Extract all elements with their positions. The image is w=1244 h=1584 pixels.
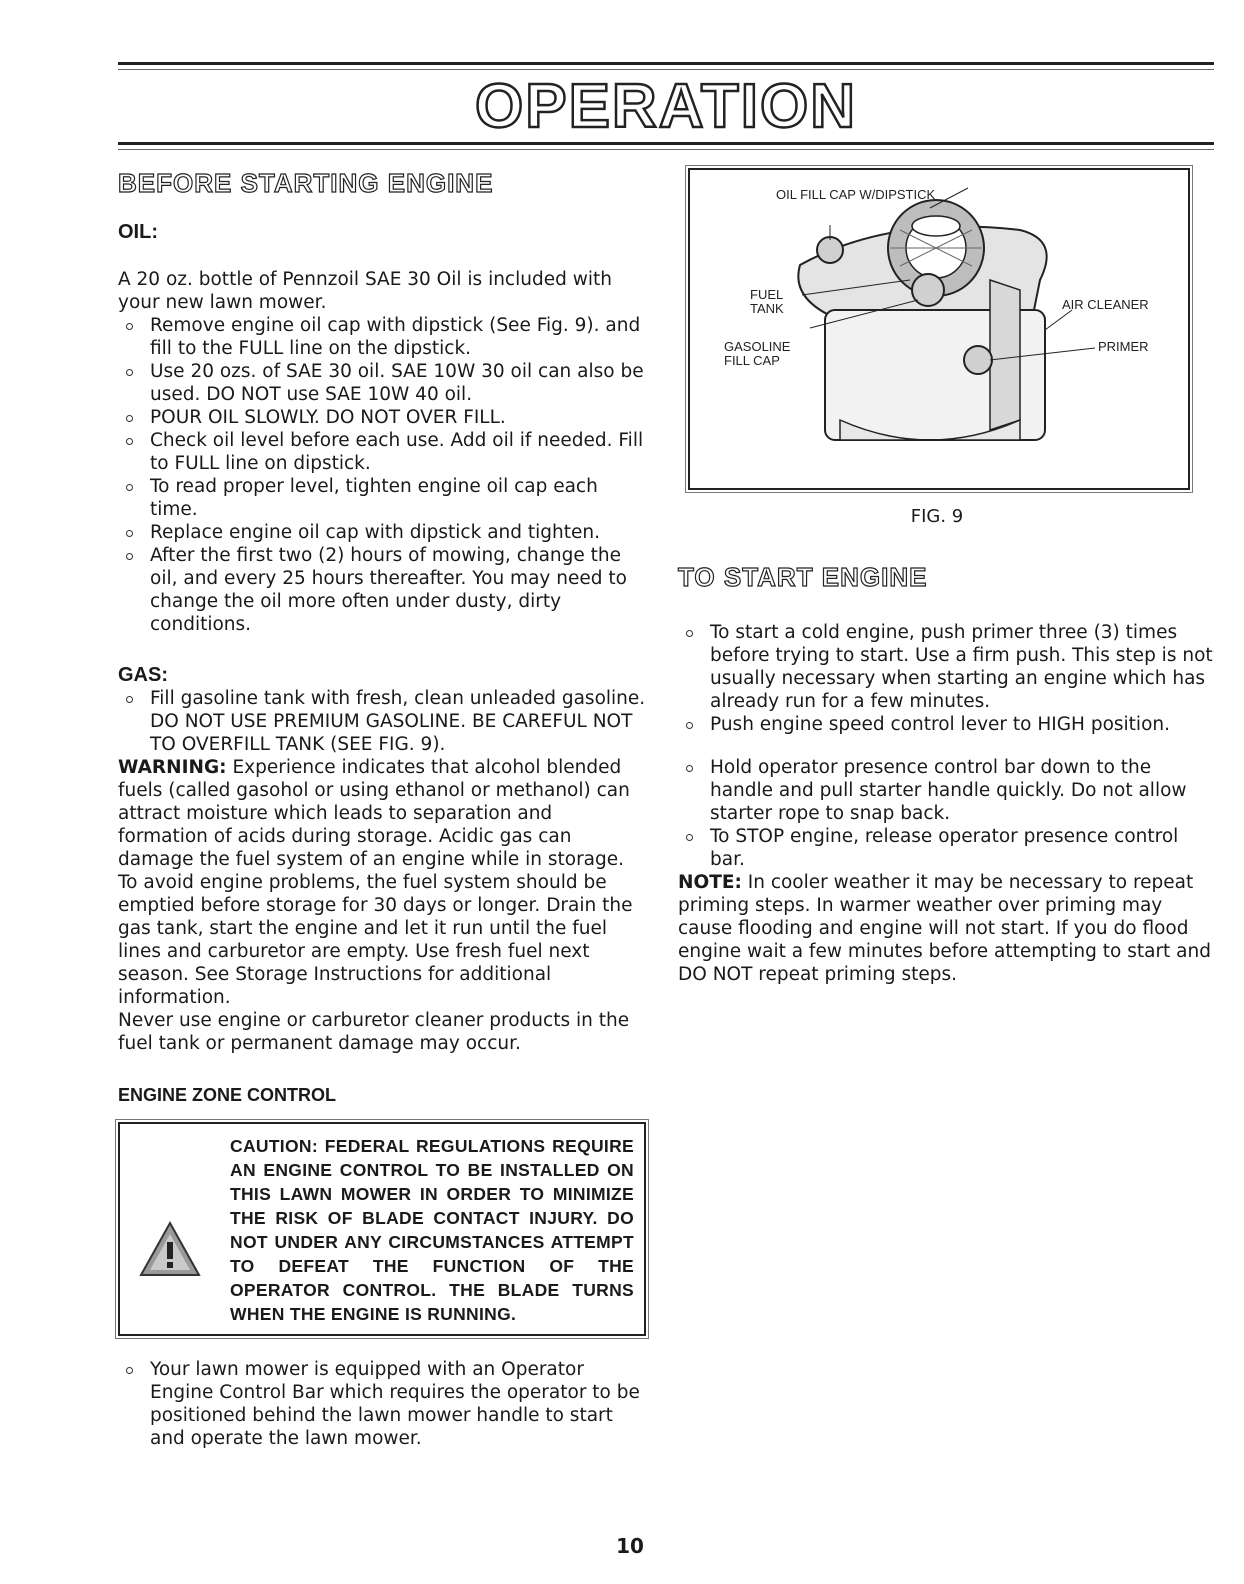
oil-bullet: Use 20 ozs. of SAE 30 oil. SAE 10W 30 oil can also be used. DO NOT use SAE 10W 40 oil.: [118, 360, 646, 406]
caution-text: CAUTION: FEDERAL REGULATIONS REQUIRE AN ENGINE CONTROL TO BE INSTALLED ON THIS LAWN MOWER IN ORDER TO MINIMIZE THE RISK OF BLADE CONTACT INJURY. DO NOT UNDER ANY CIRCUMSTANCES ATTEMPT TO DEFEAT THE FUNCTION OF THE OPERATOR CONTROL. THE BLADE TURNS WHEN THE ENGINE IS RUNNING.: [230, 1136, 634, 1324]
start-bullet: Hold operator presence control bar down to the handle and pull starter handle quickly. Do not allow starter rope to snap back.: [678, 756, 1214, 825]
start-bullet: To STOP engine, release operator presence control bar.: [678, 825, 1214, 871]
oil-bullet: Remove engine oil cap with dipstick (See Fig. 9). and fill to the FULL line on the dipstick.: [118, 314, 646, 360]
header-rule-top: [118, 62, 1214, 65]
oil-bullet: POUR OIL SLOWLY. DO NOT OVER FILL.: [118, 406, 646, 429]
callout-air-cleaner: AIR CLEANER: [1062, 297, 1149, 312]
callout-fuel-tank: FUEL TANK: [750, 287, 784, 316]
page-title: OPERATION: [475, 72, 857, 141]
before-starting-heading: BEFORE STARTING ENGINE: [118, 168, 494, 198]
oil-bullet-list: [118, 314, 646, 636]
start-bullet-list-b: [678, 756, 1214, 871]
header-rule-bottom-thin: [118, 149, 1214, 150]
warning-label: WARNING:: [118, 757, 227, 778]
warning-paragraph: [118, 756, 646, 1009]
gas-heading: GAS:: [118, 664, 168, 686]
warning-triangle-icon: [138, 1220, 202, 1278]
oil-bullet: Check oil level before each use. Add oil if needed. Fill to FULL line on dipstick.: [118, 429, 646, 475]
engine-zone-heading: ENGINE ZONE CONTROL: [118, 1085, 337, 1105]
engine-zone-bullet-list: [118, 1358, 646, 1450]
never-use-paragraph: Never use engine or carburetor cleaner products in the fuel tank or permanent damage may occur.: [118, 1010, 630, 1054]
warning-text: Experience indicates that alcohol blended fuels (called gasohol or using ethanol or methanol) can attract moisture which leads to separation and formation of acids during storage. Acidic gas can damage the fuel system of an engine while in storage. To avoid engine problems, the fuel system should be emptied before storage for 30 days or longer. Drain the gas tank, start the engine and let it run until the fuel lines and carburetor are empty. Use fresh fuel next season. See Storage Instructions for additional information.: [118, 757, 633, 1008]
oil-bullet: Replace engine oil cap with dipstick and tighten.: [118, 521, 646, 544]
oil-heading: OIL:: [118, 221, 158, 243]
page-number: 10: [616, 1534, 644, 1558]
left-column: [118, 168, 646, 1450]
callout-oil-fill-cap: OIL FILL CAP W/DIPSTICK: [776, 187, 936, 202]
note-paragraph: [678, 871, 1214, 986]
figure-caption: FIG. 9: [910, 506, 964, 527]
engine-illustration: [690, 170, 1188, 488]
oil-bullet: To read proper level, tighten engine oil cap each time.: [118, 475, 646, 521]
callout-primer: PRIMER: [1098, 339, 1149, 354]
right-column: [678, 562, 1214, 986]
caution-box: [118, 1122, 646, 1336]
note-text: In cooler weather it may be necessary to repeat priming steps. In warmer weather over priming may cause flooding and engine will not start. If you do flood engine wait a few minutes before attempting to start and DO NOT repeat priming steps.: [678, 872, 1211, 985]
header-rule-bottom: [118, 142, 1214, 145]
start-bullet: To start a cold engine, push primer three (3) times before trying to start. Use a firm push. This step is not usually necessary when starting an engine which has already run for a few minutes.: [678, 621, 1214, 713]
gas-bullet: Fill gasoline tank with fresh, clean unleaded gasoline. DO NOT USE PREMIUM GASOLINE. BE CAREFUL NOT TO OVERFILL TANK (SEE FIG. 9).: [118, 687, 646, 756]
figure-9-frame: [688, 168, 1190, 490]
start-bullet-list-a: [678, 621, 1214, 736]
header-rule-top-thin: [118, 69, 1214, 70]
engine-zone-bullet: Your lawn mower is equipped with an Operator Engine Control Bar which requires the operator to be positioned behind the lawn mower handle to start and operate the lawn mower.: [118, 1358, 646, 1450]
start-bullet: Push engine speed control lever to HIGH position.: [678, 713, 1214, 736]
to-start-heading: TO START ENGINE: [678, 562, 928, 592]
gas-bullet-list: [118, 687, 646, 756]
oil-bullet: After the first two (2) hours of mowing, change the oil, and every 25 hours thereafter. You may need to change the oil more often under dusty, dirty conditions.: [118, 544, 646, 636]
note-label: NOTE:: [678, 872, 742, 893]
callout-gasoline-fill-cap: GASOLINE FILL CAP: [724, 339, 791, 368]
oil-intro: A 20 oz. bottle of Pennzoil SAE 30 Oil is included with your new lawn mower.: [118, 269, 612, 313]
